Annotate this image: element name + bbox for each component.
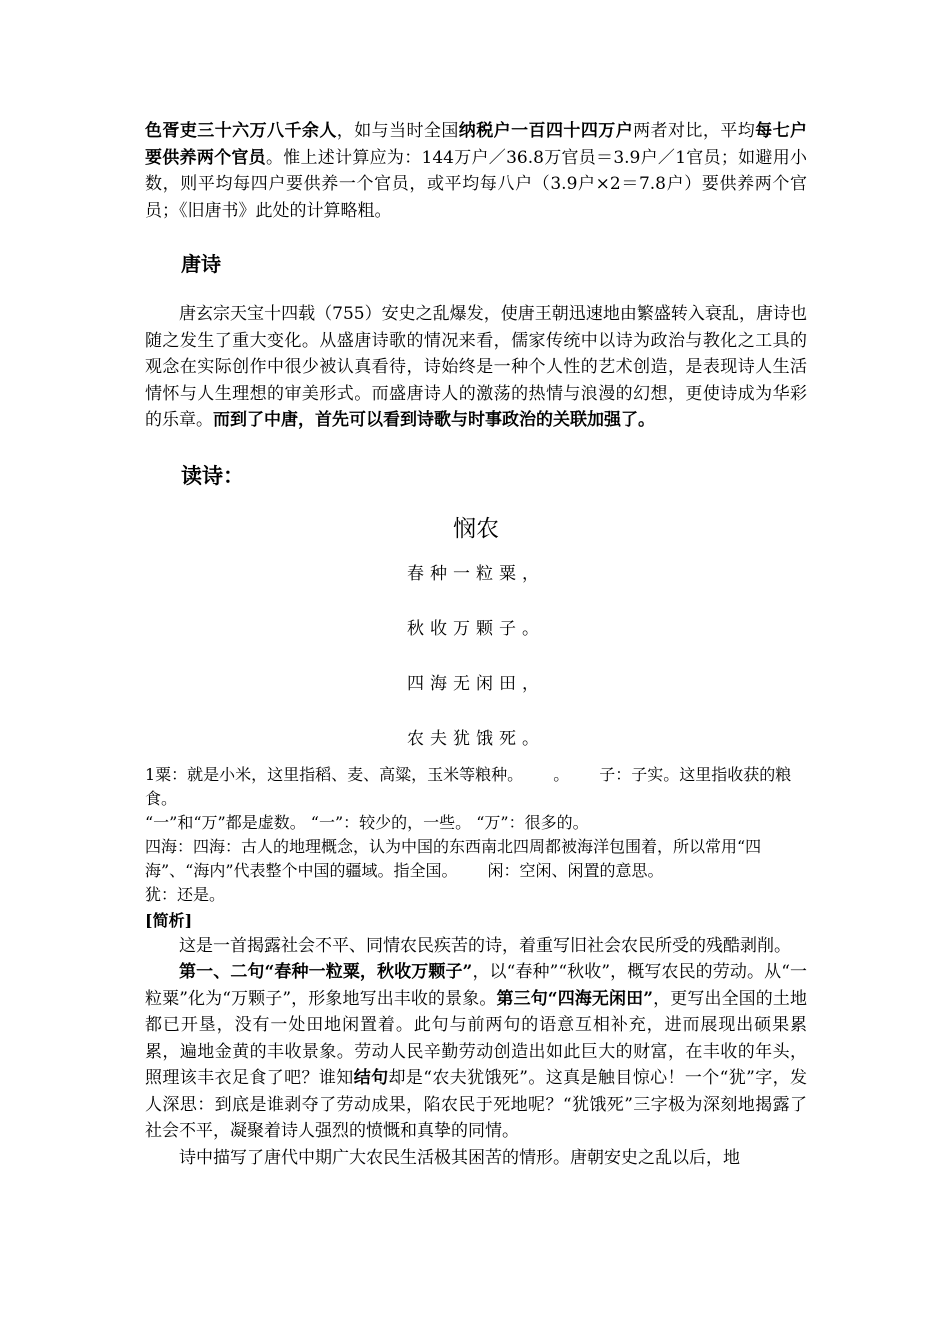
note-1a: 1粟：就是小米，这里指稻、麦、高粱，玉米等粮种。: [145, 764, 524, 784]
poem-line-2: 秋收万颗子。: [407, 618, 545, 639]
intro-paragraph: [145, 118, 807, 224]
note-1b: 。: [553, 764, 570, 784]
analysis-bold-3: 结句: [353, 1068, 389, 1088]
analysis-text-3: 却是“农夫犹饿死”。这真是触目惊心！一个“犹”字，发人深思：到底是谁剥夺了劳动成果，陷农民于死地呢？“犹饿死”三字极为深刻地揭露了社会不平，凝聚着诗人强烈的愤慨和真挚的同情。: [145, 1068, 807, 1141]
annotations: [145, 763, 807, 907]
tang-bold: 而到了中唐，首先可以看到诗歌与时事政治的关联加强了。: [213, 410, 655, 430]
analysis-text-1: ，以“春种”“秋收”，概写农民的劳动。从“一粒粟”化为“万颗子”，形象地写出丰收的景象。: [145, 962, 807, 1009]
analysis-heading: [简析]: [145, 910, 193, 930]
intro-bold-1: 色胥吏三十六万八千余人: [145, 121, 337, 141]
poem-line-4: 农夫犹饿死。: [407, 728, 545, 749]
note-1c: 子：子实。这里指收获的粮食。: [145, 764, 792, 808]
analysis-bold-2: 第三句“四海无闲田”: [496, 988, 654, 1009]
poem-line-3: 四海无闲田，: [407, 673, 545, 694]
read-poem-heading: 读诗：: [181, 463, 244, 488]
intro-bold-2: 纳税户一百四十四万户: [458, 121, 634, 141]
note-2: “一”和“万”都是虚数。 “一”：较少的，一些。 “万”：很多的。: [145, 812, 589, 832]
intro-text-2: 两者对比，平均: [633, 121, 756, 141]
section-title-tang-poetry: 唐诗: [181, 252, 221, 276]
intro-text-1: ，如与当时全国: [336, 121, 459, 141]
note-3: [145, 835, 807, 883]
note-1: [145, 763, 807, 811]
tang-paragraph: [145, 301, 807, 434]
intro-text-3: 。惟上述计算应为：144万户／36.8万官员＝3.9户／1官员；如避用小数，则平均每四户要供养一个官员，或平均每八户（3.9户×2＝7.8户）要供养两个官员；《旧唐书》此处的计算略粗。: [145, 147, 807, 221]
note-3a: 四海：四海：古人的地理概念，认为中国的东西南北四周都被海洋包围着，所以常用“四海”、“海内”代表整个中国的疆域。指全国。: [145, 836, 762, 880]
poem-line-1: 春种一粒粟，: [407, 563, 545, 584]
tang-text: 唐玄宗天宝十四载（755）安史之乱爆发，使唐王朝迅速地由繁盛转入衰乱，唐诗也随之发生了重大变化。从盛唐诗歌的情况来看，儒家传统中以诗为政治与教化之工具的观念在实际创作中很少被认真看待，诗始终是一种个人性的艺术创造，是表现诗人生活情怀与人生理想的审美形式。而盛唐诗人的激荡的热情与浪漫的幻想，更使诗成为华彩的乐章。: [145, 304, 807, 430]
intro-bold-3: 每七户要供养两个官员: [145, 121, 808, 168]
note-3b: 闲：空闲、闲置的意思。: [487, 860, 664, 880]
document-content: [145, 118, 807, 1171]
analysis-paragraph-2: [145, 959, 807, 1145]
note-4: 犹：还是。: [145, 884, 226, 904]
poem-title: 悯农: [453, 515, 499, 542]
analysis-text-2: ，更写出全国的土地都已开垦，没有一处田地闲置着。此句与前两句的语意互相补充，进而展现出硕果累累，遍地金黄的丰收景象。劳动人民辛勤劳动创造出如此巨大的财富，在丰收的年头，照理该丰衣足食了吧？谁知: [145, 988, 808, 1088]
analysis-bold-1: 第一、二句“春种一粒粟，秋收万颗子”: [179, 962, 473, 982]
analysis-paragraph-3: 诗中描写了唐代中期广大农民生活极其困苦的情形。唐朝安史之乱以后，地: [179, 1147, 740, 1168]
analysis-paragraph-1: 这是一首揭露社会不平、同情农民疾苦的诗，着重写旧社会农民所受的残酷剥削。: [179, 935, 791, 956]
